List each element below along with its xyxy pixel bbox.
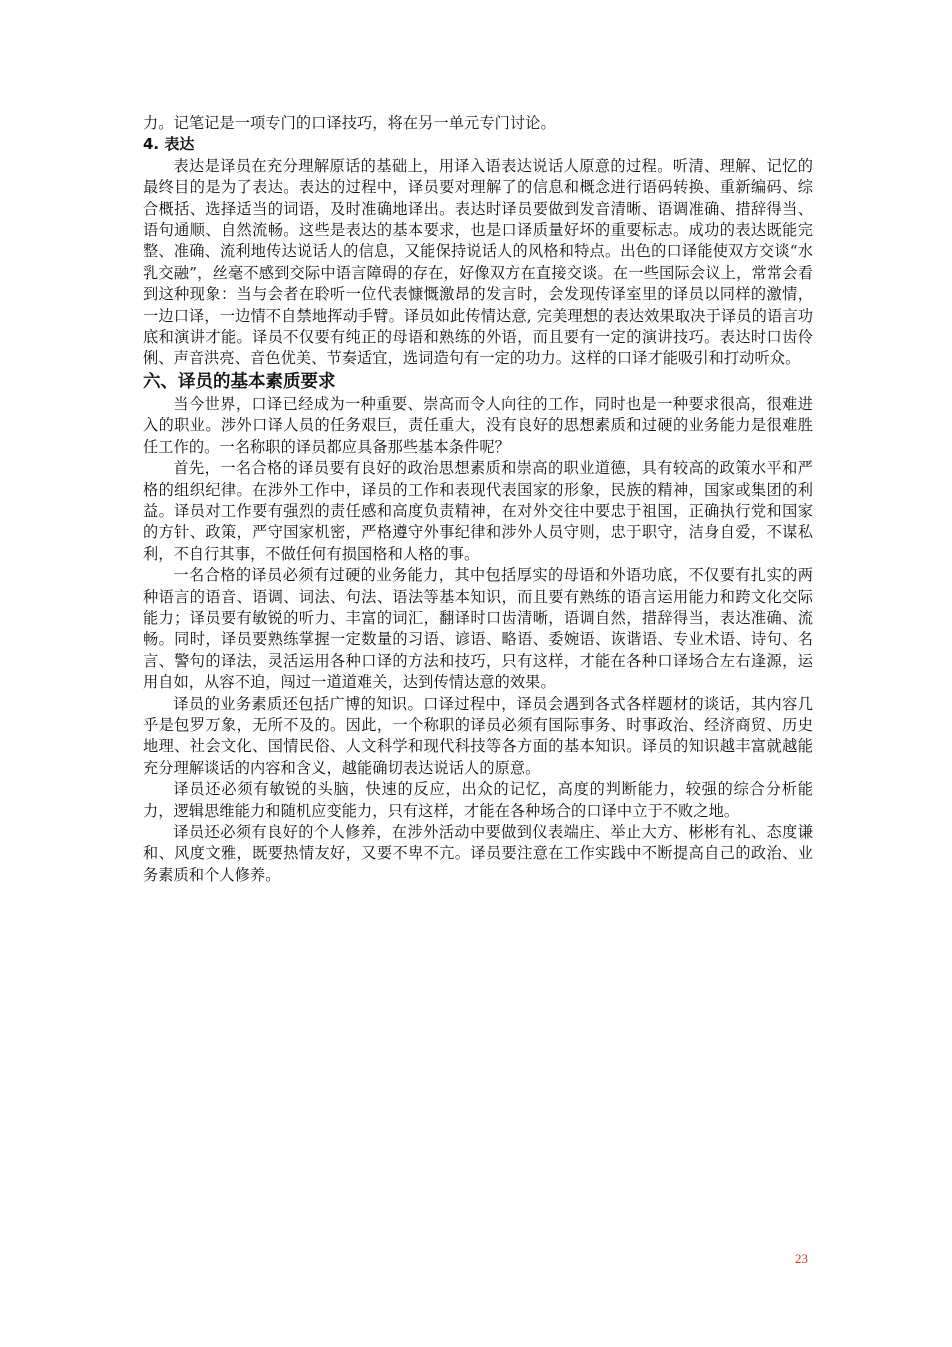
body-paragraph: 译员还必须有良好的个人修养，在涉外活动中要做到仪表端庄、举止大方、彬彬有礼、态度谦和、风度文雅，既要热情友好，又要不卑不亢。译员要注意在工作实践中不断提高自己的政治、业务素质和个人修养。 <box>143 823 813 884</box>
page-number: 23 <box>795 1251 808 1266</box>
body-paragraph: 译员的业务素质还包括广博的知识。口译过程中，译员会遇到各式各样题材的谈话，其内容几乎是包罗万象，无所不及的。因此，一个称职的译员必须有国际事务、时事政治、经济商贸、历史地理、社会文化、国情民俗、人文科学和现代科技等各方面的基本知识。译员的知识越丰富就越能充分理解谈话的内容和含义，越能确切表达说话人的原意。 <box>143 694 813 777</box>
body-paragraph: 当今世界，口译已经成为一种重要、崇高而令人向往的工作，同时也是一种要求很高，很难进入的职业。涉外口译人员的任务艰巨，责任重大，没有良好的思想素质和过硬的业务能力是很难胜任工作的。一名称职的译员都应具备那些基本条件呢？ <box>143 394 813 456</box>
body-paragraph: 一名合格的译员必须有过硬的业务能力，其中包括厚实的母语和外语功底，不仅要有扎实的两种语言的语音、语调、词法、句法、语法等基本知识，而且要有熟练的语言运用能力和跨文化交际能力；译员要有敏锐的听力、丰富的词汇，翻译时口齿清晰，语调自然，措辞得当，表达准确、流畅。同时，译员要熟练掌握一定数量的习语、谚语、略语、委婉语、诙谐语、专业术语、诗句、名言、警句的译法，灵活运用各种口译的方法和技巧，只有这样，才能在各种口译场合左右逢源，运用自如，从容不迫，闯过一道道难关，达到传情达意的效果。 <box>143 566 813 692</box>
continuation-text: 力。记笔记是一项专门的口译技巧，将在另一单元专门讨论。 <box>143 114 556 132</box>
document-page <box>143 113 813 886</box>
body-paragraph: 首先，一名合格的译员要有良好的政治思想素质和崇高的职业道德，具有较高的政策水平和严格的组织纪律。在涉外工作中，译员的工作和表现代表国家的形象，民族的精神，国家或集团的利益。译员对工作要有强烈的责任感和高度负责精神，在对外交往中要忠于祖国，正确执行党和国家的方针、政策，严守国家机密，严格遵守外事纪律和涉外人员守则，忠于职守，洁身自爱，不谋私利，不自行其事，不做任何有损国格和人格的事。 <box>143 459 813 563</box>
subsection-heading: 4. 表达 <box>143 135 195 154</box>
section-heading: 六、译员的基本素质要求 <box>143 371 336 392</box>
body-paragraph: 译员还必须有敏锐的头脑，快速的反应，出众的记忆，高度的判断能力，较强的综合分析能力，逻辑思维能力和随机应变能力，只有这样，才能在各种场合的口译中立于不败之地。 <box>143 780 813 820</box>
expression-paragraph: 表达是译员在充分理解原话的基础上，用译入语表达说话人原意的过程。听清、理解、记忆的最终目的是为了表达。表达的过程中，译员要对理解了的信息和概念进行语码转换、重新编码、综合概括、选择适当的词语，及时准确地译出。表达时译员要做到发音清晰、语调准确、措辞得当、语句通顺、自然流畅。这些是表达的基本要求，也是口译质量好坏的重要标志。成功的表达既能完整、准确、流利地传达说话人的信息，又能保持说话人的风格和特点。出色的口译能使双方交谈“水乳交融”，丝毫不感到交际中语言障碍的存在，好像双方在直接交谈。在一些国际会议上，常常会看到这种现象：当与会者在聆听一位代表慷慨激昂的发言时，会发现传译室里的译员以同样的激情，一边口译，一边情不自禁地挥动手臂。译员如此传情达意, 完美理想的表达效果取决于译员的语言功底和演讲才能。译员不仅要有纯正的母语和熟练的外语，而且要有一定的演讲技巧。表达时口齿伶俐、声音洪亮、音色优美、节奏适宜，选词造句有一定的功力。这样的口译才能吸引和打动听众。 <box>143 156 813 368</box>
